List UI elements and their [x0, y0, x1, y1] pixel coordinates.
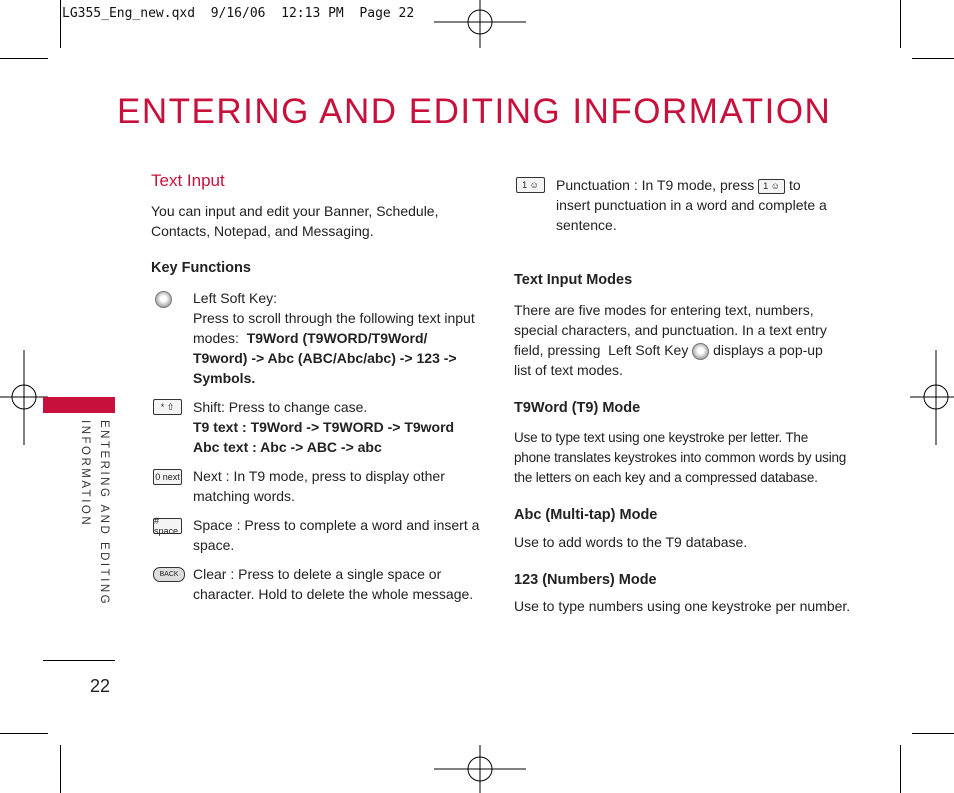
key-name: Clear [193, 566, 227, 582]
paragraph-line: There are five modes for entering text, numbers, [514, 302, 814, 318]
key-sep: : Press to complete a word and insert a [232, 517, 480, 533]
key-item-left-soft [193, 288, 493, 388]
key-desc: character. Hold to delete the whole message. [193, 586, 474, 602]
sidebar-accent-bar [43, 397, 115, 413]
hash-space-key-icon: # space [153, 518, 182, 534]
crop-mark [900, 0, 901, 48]
abc-mode-text: Use to add words to the T9 database. [514, 534, 748, 550]
page-number-rule [43, 660, 115, 661]
paragraph-line: the letters on each key and a compressed database. [514, 470, 818, 485]
page-number: 22 [90, 676, 111, 696]
key-item-space [193, 515, 493, 555]
paragraph-line: special characters, and punctuation. In a text entry [514, 322, 827, 338]
abc-mode-title: Abc (Multi-tap) Mode [514, 507, 658, 523]
paragraph-line: Use to type text using one keystroke per letter. The [514, 430, 809, 445]
page-title: ENTERING AND EDITING INFORMATION [117, 92, 832, 131]
back-clear-key-icon: BACK [153, 567, 185, 582]
key-name: Shift [193, 399, 222, 415]
key-sep: : In T9 mode, press [629, 177, 759, 193]
text-input-modes-title: Text Input Modes [514, 272, 633, 288]
section-heading-text-input: Text Input [151, 171, 225, 190]
key-desc-bold: T9 text : T9Word -> T9WORD -> T9word [193, 419, 455, 435]
key-name: Next [193, 468, 222, 484]
crop-mark [60, 0, 61, 48]
key-desc: modes: [193, 330, 247, 346]
left-soft-key-icon-inline [692, 343, 709, 360]
intro-text: You can input and edit your Banner, Schedule, Contacts, Notepad, and Messaging. [151, 203, 439, 239]
t9-mode-title: T9Word (T9) Mode [514, 400, 641, 416]
print-header: LG355_Eng_new.qxd 9/16/06 12:13 PM Page 22 [62, 6, 415, 21]
crop-mark [0, 733, 48, 734]
key-item-shift [193, 397, 493, 457]
key-desc-bold: Symbols. [193, 370, 256, 386]
paragraph-line: phone translates keystrokes into common words by using [514, 450, 847, 465]
key-desc-bold: T9word) -> Abc (ABC/Abc/abc) -> 123 -> [193, 350, 457, 366]
left-soft-key-icon [155, 291, 172, 308]
key-sep: : Press to change case. [221, 399, 368, 415]
key-sep: : Press to delete a single space or [226, 566, 442, 582]
numbers-mode-title: 123 (Numbers) Mode [514, 572, 657, 588]
intro-paragraph [151, 201, 461, 241]
key-desc: matching words. [193, 488, 295, 504]
key-name: Punctuation [556, 177, 630, 193]
key-desc: Press to scroll through the following text input [193, 310, 475, 326]
registration-mark-icon [430, 0, 530, 50]
star-shift-key-icon: * ⇧ [153, 399, 182, 415]
key-sep: : In T9 mode, press to display other [221, 468, 445, 484]
key-sep: to [785, 177, 801, 193]
one-punctuation-key-icon-inline: 1 ☺ [758, 179, 785, 194]
paragraph-line: displays a pop-up [709, 342, 823, 358]
sidebar-label-line2: INFORMATION [79, 420, 91, 528]
crop-mark [60, 745, 61, 793]
punctuation-item [556, 175, 846, 235]
one-punctuation-key-icon: 1 ☺ [516, 177, 545, 193]
key-functions-title: Key Functions [151, 260, 251, 276]
key-name: Space [193, 517, 233, 533]
registration-mark-icon [910, 350, 954, 445]
key-sep: : [273, 290, 278, 306]
sidebar-label-line1: ENTERING AND EDITING [98, 420, 110, 607]
text-input-modes-paragraph [514, 300, 844, 380]
key-desc-bold: T9Word (T9WORD/T9Word/ [246, 330, 428, 346]
crop-mark [900, 745, 901, 793]
t9-mode-paragraph [514, 428, 854, 488]
key-desc: insert punctuation in a word and complete a [556, 197, 827, 213]
key-item-clear [193, 564, 493, 604]
zero-next-key-icon: 0 next [153, 469, 182, 485]
registration-mark-icon [430, 743, 530, 793]
crop-mark [0, 58, 48, 59]
key-desc: sentence. [556, 217, 617, 233]
key-desc-bold: Abc text : Abc -> ABC -> abc [193, 439, 382, 455]
crop-mark [912, 58, 954, 59]
paragraph-line: field, pressing Left Soft Key [514, 342, 693, 358]
paragraph-line: list of text modes. [514, 362, 623, 378]
key-item-next [193, 466, 493, 506]
numbers-mode-text: Use to type numbers using one keystroke per number. [514, 598, 851, 614]
key-desc: space. [193, 537, 235, 553]
crop-mark [912, 733, 954, 734]
key-name: Left Soft Key [193, 290, 274, 306]
